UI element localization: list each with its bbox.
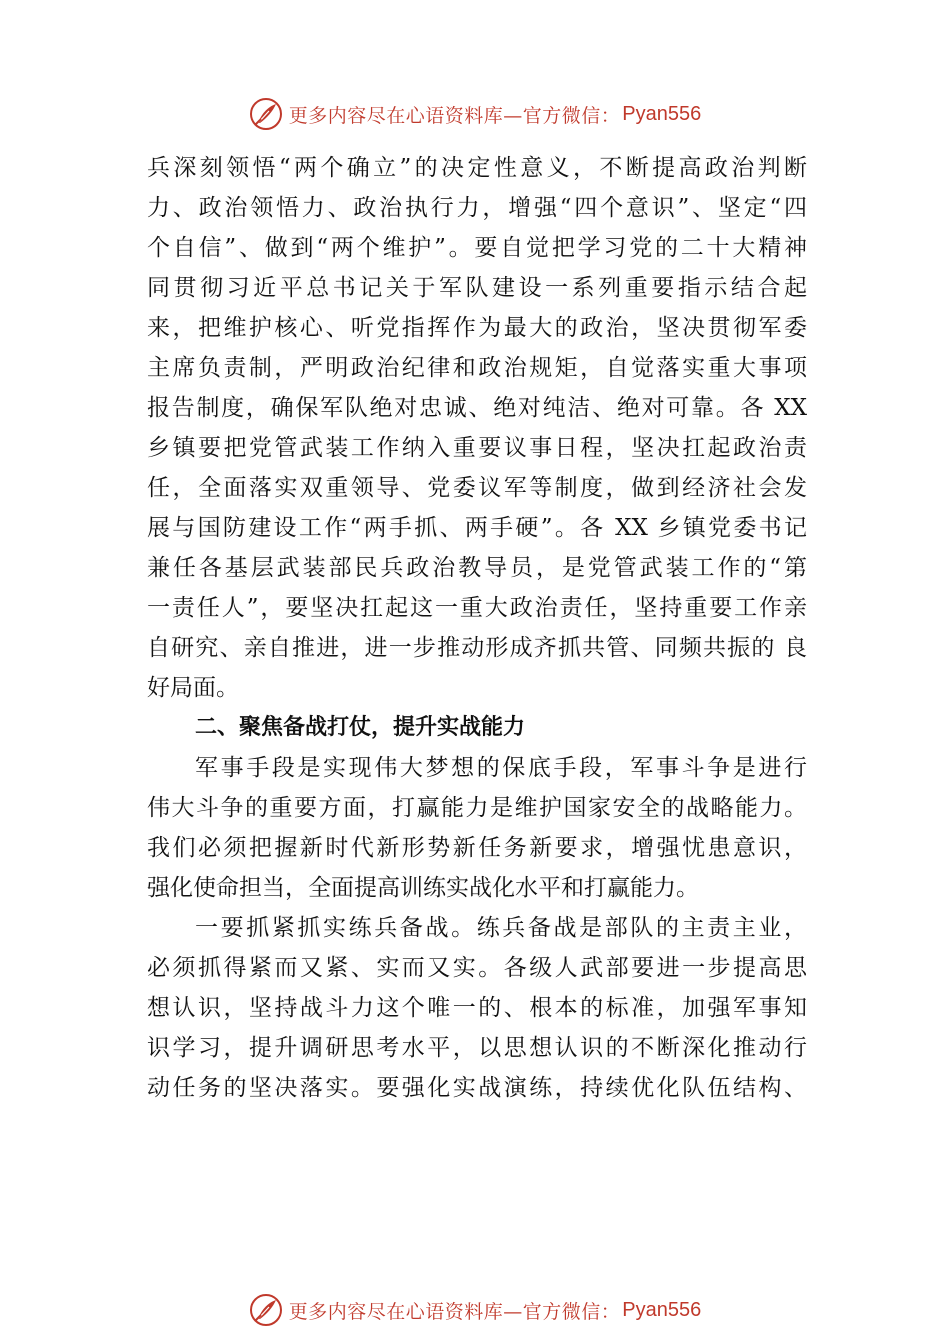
paragraph-1 (147, 148, 807, 708)
feather-pen-logo-icon (249, 97, 283, 131)
text-line: 伟大斗争的重要方面，打赢能力是维护国家安全的战略能力。 (147, 795, 807, 821)
document-body (147, 148, 807, 1108)
text-line: 必须抓得紧而又紧、实而又实。各级人武部要进一步提高思 (147, 955, 807, 981)
text-line: 同贯彻习近平总书记关于军队建设一系列重要指示结合起 (147, 275, 807, 301)
section-heading-2: 二、聚焦备战打仗，提升实战能力 (195, 715, 526, 740)
watermark-handle: Pyan556 (622, 102, 702, 125)
text-line: 一要抓紧抓实练兵备战。练兵备战是部队的主责主业， (195, 915, 807, 941)
feather-pen-logo-icon (249, 1293, 283, 1327)
footer-watermark (0, 1290, 950, 1330)
text-line: 任，全面落实双重领导、党委议军等制度，做到经济社会发 (147, 475, 807, 501)
text-line: 好局面。 (147, 675, 239, 701)
text-line: 兼任各基层武装部民兵政治教导员，是党管武装工作的“第 (147, 555, 807, 581)
text-line: 我们必须把握新时代新形势新任务新要求，增强忧患意识， (147, 835, 807, 861)
text-line: 来，把维护核心、听党指挥作为最大的政治，坚决贯彻军委 (147, 315, 807, 341)
text-line: 乡镇要把党管武装工作纳入重要议事日程，坚决扛起政治责 (147, 435, 807, 461)
text-line: 主席负责制，严明政治纪律和政治规矩，自觉落实重大事项 (147, 355, 807, 381)
text-line: 军事手段是实现伟大梦想的保底手段，军事斗争是进行 (195, 755, 807, 781)
watermark-text: 更多内容尽在心语资料库—官方微信： (288, 104, 621, 127)
text-line: 动任务的坚决落实。要强化实战演练，持续优化队伍结构、 (147, 1075, 807, 1101)
paragraph-3 (147, 908, 807, 1108)
text-line: 个自信”、做到“两个维护”。要自觉把学习党的二十大精神 (147, 235, 807, 261)
text-line: 展与国防建设工作“两手抓、两手硬”。各 XX 乡镇党委书记 (147, 515, 807, 541)
watermark-text: 更多内容尽在心语资料库—官方微信： (288, 1300, 621, 1323)
header-watermark (0, 94, 950, 134)
text-line: 自研究、亲自推进，进一步推动形成齐抓共管、同频共振的 良 (147, 635, 807, 661)
paragraph-2 (147, 748, 807, 908)
text-line: 报告制度，确保军队绝对忠诚、绝对纯洁、绝对可靠。各 XX (147, 395, 807, 421)
text-line: 一责任人”，要坚决扛起这一重大政治责任，坚持重要工作亲 (147, 595, 807, 621)
text-line: 力、政治领悟力、政治执行力，增强“四个意识”、坚定“四 (147, 195, 807, 221)
text-line: 强化使命担当，全面提高训练实战化水平和打赢能力。 (147, 875, 699, 901)
text-line: 想认识，坚持战斗力这个唯一的、根本的标准，加强军事知 (147, 995, 807, 1021)
text-line: 兵深刻领悟“两个确立”的决定性意义，不断提高政治判断 (147, 155, 807, 181)
text-line: 识学习，提升调研思考水平，以思想认识的不断深化推动行 (147, 1035, 807, 1061)
watermark-handle: Pyan556 (622, 1298, 702, 1321)
